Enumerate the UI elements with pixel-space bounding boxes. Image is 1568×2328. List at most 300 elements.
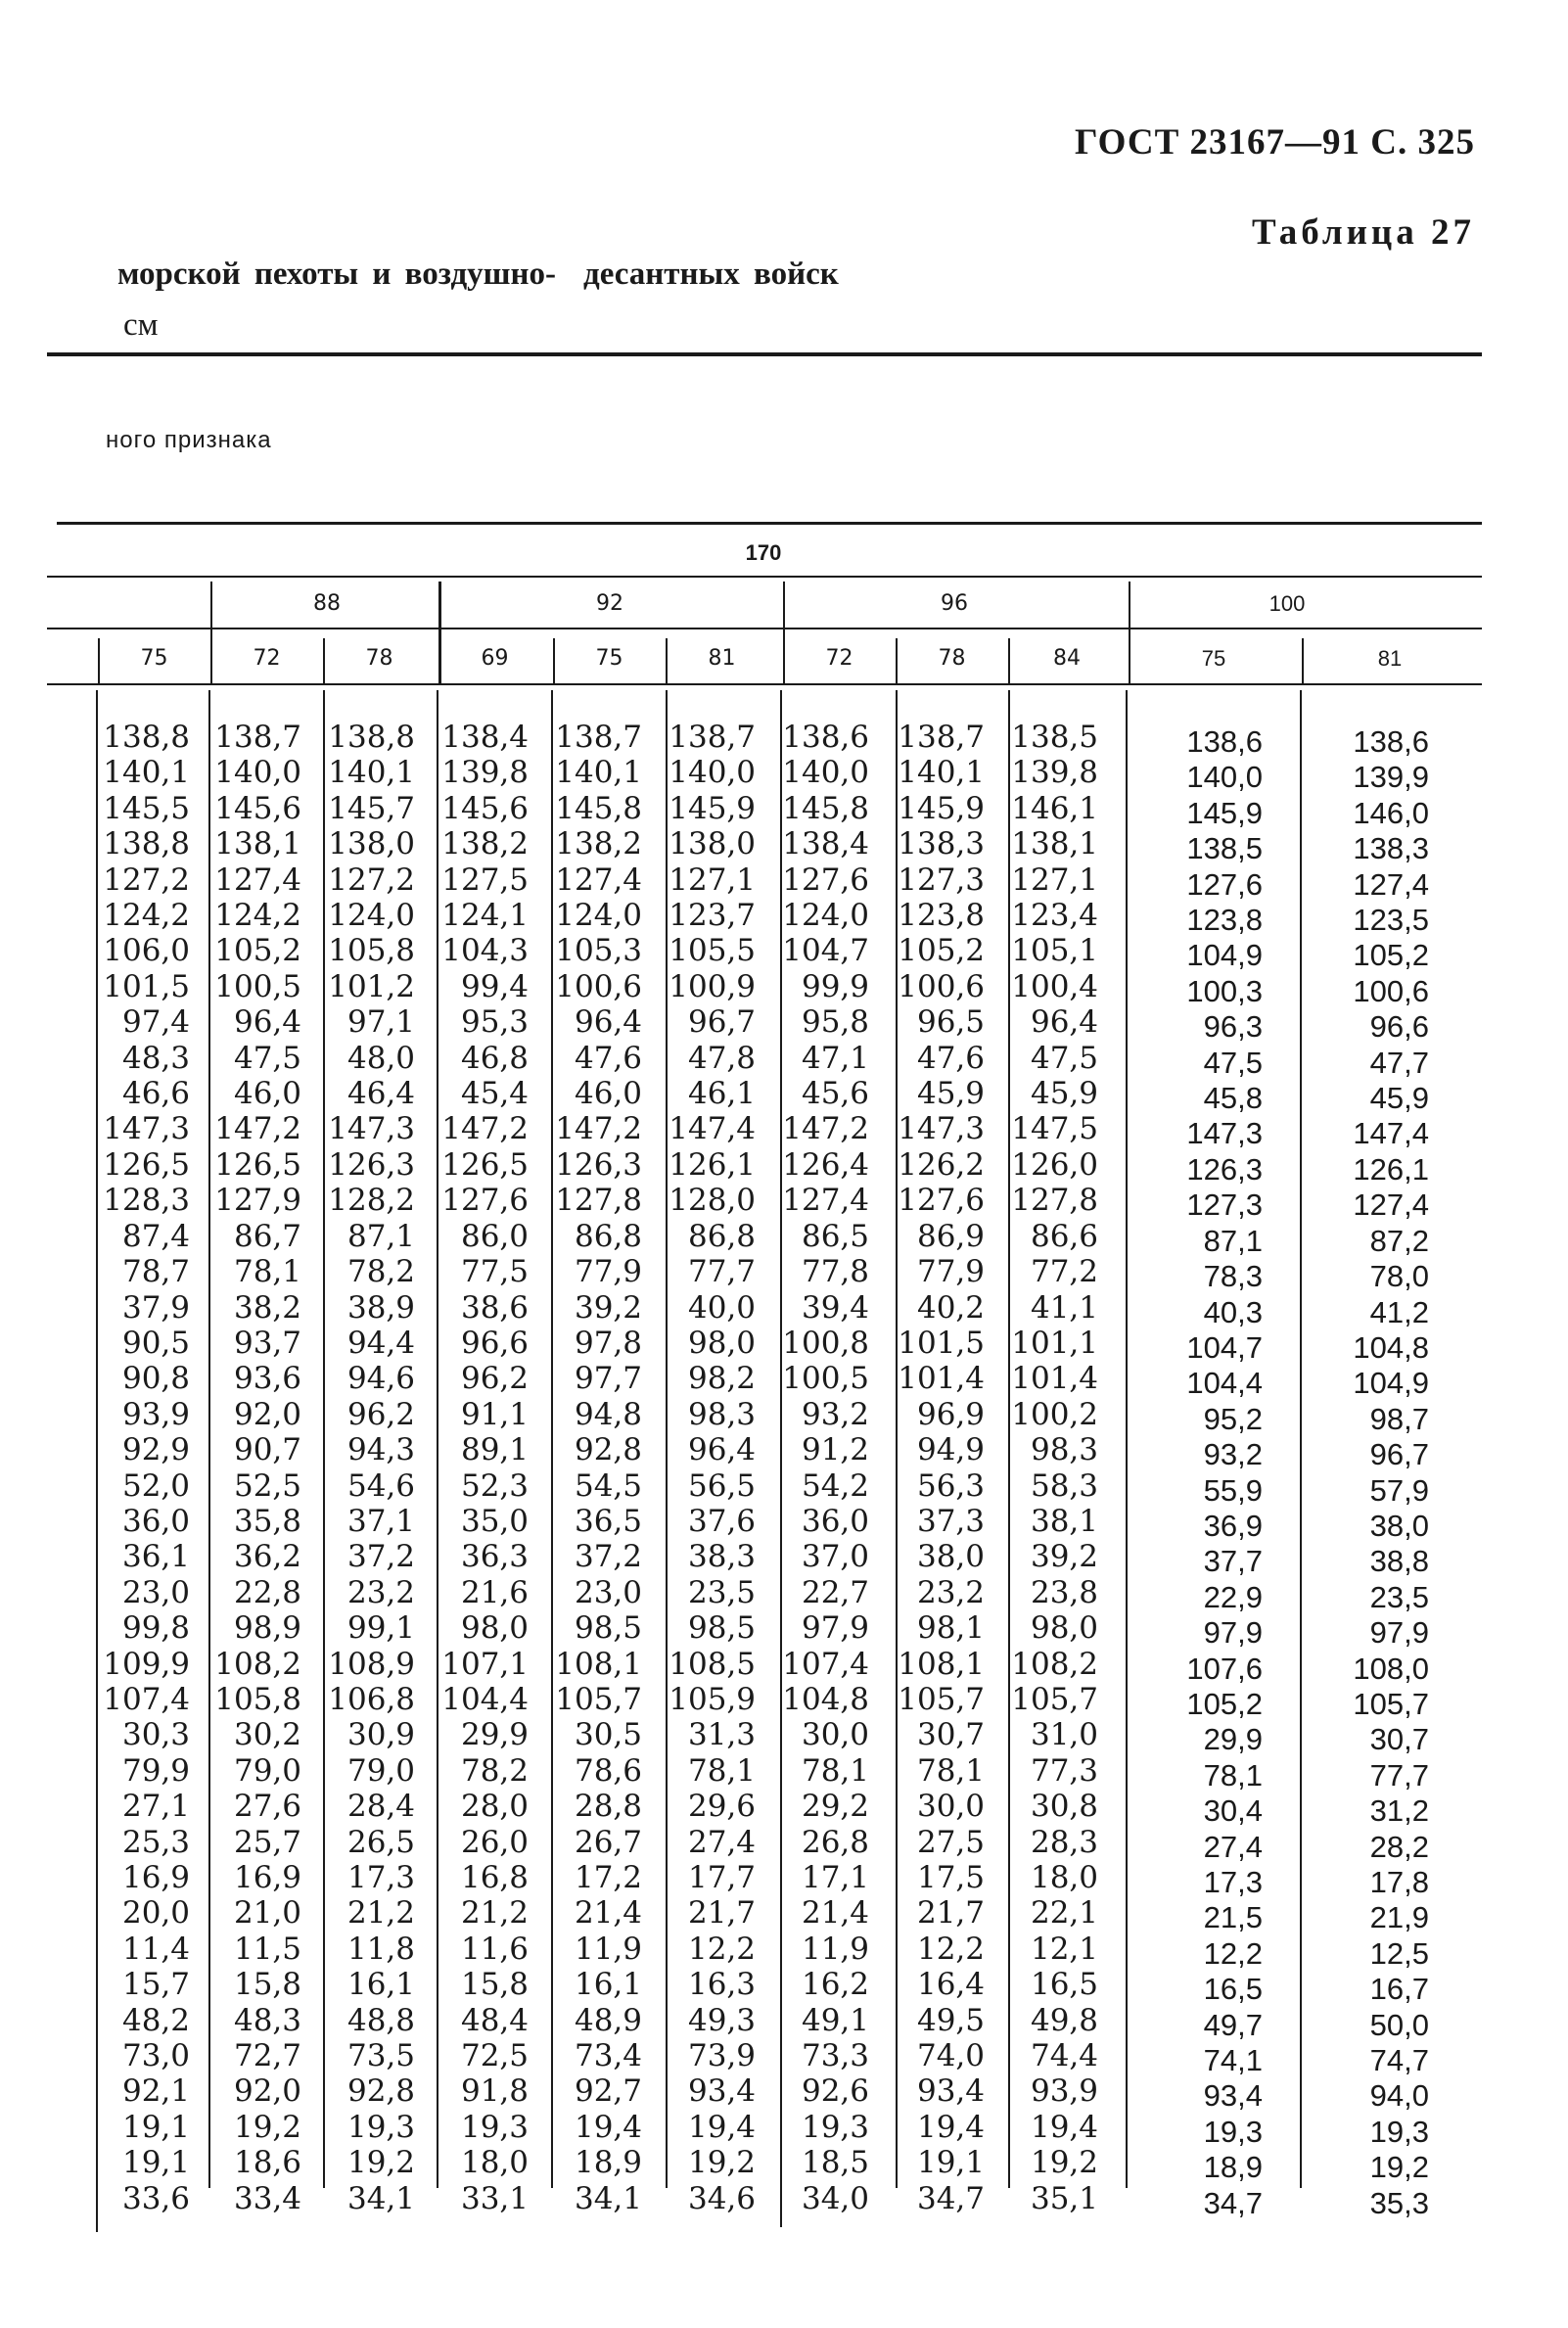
table-cell: 98,3 <box>1030 1432 1098 1468</box>
table-cell: 140,0 <box>669 755 756 791</box>
table-cell: 22,9 <box>1203 1579 1263 1614</box>
table-cell: 21,2 <box>346 1895 415 1932</box>
table-cell: 47,5 <box>1030 1040 1098 1076</box>
table-cell: 47,5 <box>1203 1045 1263 1080</box>
table-cell: 21,4 <box>801 1895 869 1932</box>
table-cell: 21,0 <box>233 1895 301 1932</box>
table-cell: 31,3 <box>687 1717 756 1753</box>
table-cell: 127,6 <box>898 1183 985 1219</box>
table-cell: 138,6 <box>1186 724 1263 759</box>
table-cell: 104,8 <box>782 1681 869 1717</box>
table-cell: 139,8 <box>441 755 529 791</box>
table-cell: 21,2 <box>460 1895 529 1932</box>
table-cell: 11,9 <box>574 1931 642 1967</box>
table-cell: 138,8 <box>103 720 190 755</box>
table-cell: 101,1 <box>1011 1325 1098 1361</box>
table-cell: 19,1 <box>916 2145 985 2181</box>
table-cell: 16,9 <box>121 1860 190 1895</box>
table-cell: 48,3 <box>233 2002 301 2038</box>
table-cell: 73,9 <box>687 2038 756 2074</box>
table-cell: 49,7 <box>1203 2007 1263 2042</box>
table-cell: 37,2 <box>574 1539 642 1575</box>
table-cell: 126,3 <box>328 1146 415 1183</box>
table-cell: 22,1 <box>1030 1895 1098 1932</box>
table-cell: 127,8 <box>1011 1183 1098 1219</box>
table-cell: 93,4 <box>687 2073 756 2110</box>
table-cell: 94,4 <box>346 1325 415 1361</box>
table-cell: 16,5 <box>1030 1967 1098 2003</box>
table-cell: 37,0 <box>801 1539 869 1575</box>
table-cell: 35,0 <box>460 1503 529 1539</box>
vsep-h3 <box>323 638 325 683</box>
table-cell: 138,7 <box>898 720 985 755</box>
table-column-10 <box>1126 724 1263 2221</box>
table-cell: 19,1 <box>121 2109 190 2145</box>
table-cell: 35,8 <box>233 1503 301 1539</box>
table-cell: 87,1 <box>1203 1223 1263 1258</box>
table-cell: 138,4 <box>441 720 529 755</box>
table-cell: 104,4 <box>441 1681 529 1717</box>
table-cell: 45,6 <box>801 1076 869 1112</box>
table-cell: 11,5 <box>233 1931 301 1967</box>
table-cell: 98,0 <box>460 1610 529 1647</box>
table-cell: 27,4 <box>687 1824 756 1860</box>
waist-header-6: 81 <box>708 646 736 671</box>
table-cell: 93,7 <box>233 1325 301 1361</box>
table-cell: 16,2 <box>801 1967 869 2003</box>
table-cell: 86,5 <box>801 1218 869 1254</box>
chest-group-100: 100 <box>1268 591 1306 616</box>
table-cell: 16,7 <box>1369 1972 1429 2007</box>
table-cell: 100,6 <box>555 968 642 1004</box>
table-cell: 96,7 <box>1369 1437 1429 1472</box>
table-cell: 30,8 <box>1030 1789 1098 1825</box>
table-column-6 <box>648 720 756 2216</box>
table-cell: 12,2 <box>1203 1935 1263 1971</box>
table-cell: 127,8 <box>555 1183 642 1219</box>
table-cell: 89,1 <box>460 1432 529 1468</box>
table-cell: 138,8 <box>328 720 415 755</box>
table-cell: 86,6 <box>1030 1218 1098 1254</box>
table-cell: 48,8 <box>346 2002 415 2038</box>
table-cell: 127,4 <box>555 861 642 898</box>
table-cell: 97,9 <box>801 1610 869 1647</box>
table-cell: 105,2 <box>1353 938 1429 973</box>
table-cell: 54,5 <box>574 1467 642 1504</box>
table-cell: 49,5 <box>916 2002 985 2038</box>
waist-header-2: 72 <box>253 646 281 671</box>
table-cell: 97,4 <box>121 1004 190 1041</box>
table-cell: 104,7 <box>1186 1329 1263 1365</box>
table-cell: 30,2 <box>233 1717 301 1753</box>
table-cell: 18,0 <box>1030 1860 1098 1895</box>
table-cell: 34,7 <box>1203 2185 1263 2220</box>
table-cell: 97,9 <box>1369 1615 1429 1651</box>
table-cell: 48,9 <box>574 2002 642 2038</box>
table-cell: 127,3 <box>898 861 985 898</box>
table-cell: 79,9 <box>121 1752 190 1789</box>
table-cell: 126,3 <box>1186 1151 1263 1187</box>
table-cell: 97,8 <box>574 1325 642 1361</box>
table-cell: 98,3 <box>687 1396 756 1432</box>
table-cell: 123,5 <box>1353 903 1429 938</box>
vsep-h1 <box>98 638 100 683</box>
table-cell: 96,3 <box>1203 1009 1263 1045</box>
table-cell: 101,4 <box>898 1361 985 1397</box>
table-cell: 25,3 <box>121 1824 190 1860</box>
table-cell: 46,6 <box>121 1076 190 1112</box>
table-cell: 19,2 <box>1030 2145 1098 2181</box>
table-cell: 77,7 <box>1369 1757 1429 1793</box>
table-cell: 34,6 <box>687 2180 756 2216</box>
table-cell: 138,7 <box>555 720 642 755</box>
table-cell: 21,7 <box>687 1895 756 1932</box>
table-cell: 52,3 <box>460 1467 529 1504</box>
table-cell: 145,9 <box>898 790 985 826</box>
table-column-3 <box>307 720 415 2216</box>
table-cell: 29,2 <box>801 1789 869 1825</box>
table-cell: 93,9 <box>1030 2073 1098 2110</box>
table-cell: 96,4 <box>233 1004 301 1041</box>
units-label: см <box>123 307 159 343</box>
table-cell: 25,7 <box>233 1824 301 1860</box>
table-cell: 106,8 <box>328 1681 415 1717</box>
table-cell: 127,4 <box>782 1183 869 1219</box>
table-cell: 127,6 <box>1186 866 1263 902</box>
table-cell: 37,6 <box>687 1503 756 1539</box>
table-cell: 19,3 <box>1203 2114 1263 2149</box>
table-cell: 34,1 <box>346 2180 415 2216</box>
table-cell: 147,5 <box>1011 1111 1098 1147</box>
vsep-h9 <box>1008 638 1010 683</box>
table-cell: 37,2 <box>346 1539 415 1575</box>
table-cell: 11,4 <box>121 1931 190 1967</box>
table-cell: 108,1 <box>898 1646 985 1682</box>
table-cell: 92,0 <box>233 2073 301 2110</box>
table-cell: 77,2 <box>1030 1254 1098 1290</box>
table-cell: 101,5 <box>103 968 190 1004</box>
table-cell: 108,2 <box>1011 1646 1098 1682</box>
table-cell: 92,8 <box>346 2073 415 2110</box>
feature-label: ного признака <box>106 427 272 453</box>
table-cell: 21,6 <box>460 1574 529 1610</box>
table-cell: 19,4 <box>916 2109 985 2145</box>
table-cell: 146,0 <box>1353 795 1429 830</box>
table-cell: 78,6 <box>574 1752 642 1789</box>
table-cell: 127,4 <box>214 861 301 898</box>
table-cell: 86,0 <box>460 1218 529 1254</box>
table-cell: 16,5 <box>1203 1972 1263 2007</box>
table-column-9 <box>991 720 1098 2216</box>
table-cell: 26,8 <box>801 1824 869 1860</box>
table-cell: 78,1 <box>801 1752 869 1789</box>
table-cell: 98,5 <box>574 1610 642 1647</box>
table-cell: 93,2 <box>801 1396 869 1432</box>
table-cell: 108,0 <box>1353 1651 1429 1686</box>
table-cell: 126,5 <box>441 1146 529 1183</box>
table-cell: 100,2 <box>1011 1396 1098 1432</box>
table-cell: 91,1 <box>460 1396 529 1432</box>
table-cell: 55,9 <box>1203 1472 1263 1508</box>
table-cell: 46,4 <box>346 1076 415 1112</box>
table-cell: 19,2 <box>233 2109 301 2145</box>
table-cell: 99,9 <box>801 968 869 1004</box>
table-cell: 30,9 <box>346 1717 415 1753</box>
vsep-h5 <box>553 638 555 683</box>
table-cell: 49,1 <box>801 2002 869 2038</box>
table-cell: 138,0 <box>328 826 415 862</box>
table-cell: 87,1 <box>346 1218 415 1254</box>
table-cell: 39,2 <box>1030 1539 1098 1575</box>
table-cell: 23,2 <box>346 1574 415 1610</box>
table-cell: 97,9 <box>1203 1615 1263 1651</box>
table-cell: 101,2 <box>328 968 415 1004</box>
table-cell: 126,5 <box>214 1146 301 1183</box>
table-cell: 54,2 <box>801 1467 869 1504</box>
table-cell: 19,4 <box>574 2109 642 2145</box>
table-cell: 28,0 <box>460 1789 529 1825</box>
table-cell: 94,6 <box>346 1361 415 1397</box>
table-cell: 36,0 <box>121 1503 190 1539</box>
waist-header-9: 84 <box>1053 646 1081 671</box>
table-cell: 40,2 <box>916 1289 985 1326</box>
table-cell: 128,3 <box>103 1183 190 1219</box>
table-cell: 57,9 <box>1369 1472 1429 1508</box>
table-cell: 79,0 <box>346 1752 415 1789</box>
table-cell: 29,9 <box>1203 1722 1263 1757</box>
vsep-88-left <box>210 582 212 683</box>
table-cell: 94,0 <box>1369 2078 1429 2114</box>
table-cell: 17,5 <box>916 1860 985 1895</box>
waist-header-1: 75 <box>140 646 168 671</box>
table-cell: 126,4 <box>782 1146 869 1183</box>
table-cell: 123,8 <box>898 898 985 934</box>
table-cell: 107,4 <box>782 1646 869 1682</box>
table-cell: 72,5 <box>460 2038 529 2074</box>
table-cell: 36,9 <box>1203 1508 1263 1543</box>
table-cell: 104,9 <box>1353 1366 1429 1401</box>
table-cell: 138,3 <box>1353 831 1429 866</box>
table-cell: 147,3 <box>1186 1116 1263 1151</box>
table-cell: 100,9 <box>669 968 756 1004</box>
table-cell: 21,7 <box>916 1895 985 1932</box>
table-cell: 104,4 <box>1186 1366 1263 1401</box>
chest-group-96: 96 <box>941 591 968 616</box>
table-cell: 140,1 <box>898 755 985 791</box>
table-cell: 12,5 <box>1369 1935 1429 1971</box>
table-cell: 18,9 <box>1203 2150 1263 2185</box>
table-cell: 93,6 <box>233 1361 301 1397</box>
table-cell: 47,6 <box>916 1040 985 1076</box>
table-cell: 19,2 <box>346 2145 415 2181</box>
table-cell: 49,3 <box>687 2002 756 2038</box>
table-cell: 77,3 <box>1030 1752 1098 1789</box>
table-cell: 78,1 <box>1203 1757 1263 1793</box>
table-cell: 11,8 <box>346 1931 415 1967</box>
table-cell: 108,5 <box>669 1646 756 1682</box>
table-cell: 18,5 <box>801 2145 869 2181</box>
table-cell: 78,1 <box>687 1752 756 1789</box>
table-cell: 16,9 <box>233 1860 301 1895</box>
table-cell: 99,4 <box>460 968 529 1004</box>
table-cell: 18,6 <box>233 2145 301 2181</box>
table-cell: 27,4 <box>1203 1829 1263 1864</box>
table-cell: 126,3 <box>555 1146 642 1183</box>
table-cell: 73,4 <box>574 2038 642 2074</box>
waist-header-3: 78 <box>365 646 393 671</box>
table-cell: 46,0 <box>233 1076 301 1112</box>
table-cell: 28,3 <box>1030 1824 1098 1860</box>
table-cell: 127,4 <box>1353 866 1429 902</box>
table-cell: 23,0 <box>574 1574 642 1610</box>
table-cell: 95,2 <box>1203 1401 1263 1436</box>
table-cell: 45,4 <box>460 1076 529 1112</box>
table-cell: 127,1 <box>669 861 756 898</box>
table-cell: 37,3 <box>916 1503 985 1539</box>
table-cell: 46,8 <box>460 1040 529 1076</box>
table-cell: 107,6 <box>1186 1651 1263 1686</box>
height-header: 170 <box>745 540 782 565</box>
table-cell: 93,9 <box>121 1396 190 1432</box>
table-cell: 96,7 <box>687 1004 756 1041</box>
table-cell: 98,5 <box>687 1610 756 1647</box>
waist-header-10: 75 <box>1201 646 1226 671</box>
table-cell: 93,2 <box>1203 1437 1263 1472</box>
table-cell: 38,2 <box>233 1289 301 1326</box>
table-cell: 94,8 <box>574 1396 642 1432</box>
table-cell: 104,9 <box>1186 938 1263 973</box>
table-cell: 105,8 <box>214 1681 301 1717</box>
table-cell: 73,0 <box>121 2038 190 2074</box>
table-cell: 30,3 <box>121 1717 190 1753</box>
table-cell: 92,6 <box>801 2073 869 2110</box>
table-cell: 38,9 <box>346 1289 415 1326</box>
table-column-5 <box>534 720 642 2216</box>
table-cell: 98,0 <box>687 1325 756 1361</box>
vsep-92-left <box>438 582 441 683</box>
table-cell: 108,9 <box>328 1646 415 1682</box>
table-cell: 37,1 <box>346 1503 415 1539</box>
table-cell: 52,0 <box>121 1467 190 1504</box>
table-cell: 139,8 <box>1011 755 1098 791</box>
table-cell: 87,4 <box>121 1218 190 1254</box>
waist-header-11: 81 <box>1377 646 1403 671</box>
table-cell: 48,3 <box>121 1040 190 1076</box>
table-cell: 19,4 <box>1030 2109 1098 2145</box>
table-cell: 95,8 <box>801 1004 869 1041</box>
table-cell: 98,7 <box>1369 1401 1429 1436</box>
table-column-2 <box>194 720 301 2216</box>
table-cell: 16,8 <box>460 1860 529 1895</box>
table-cell: 126,1 <box>1353 1151 1429 1187</box>
table-cell: 138,1 <box>214 826 301 862</box>
table-cell: 140,1 <box>103 755 190 791</box>
table-cell: 12,1 <box>1030 1931 1098 1967</box>
table-cell: 19,3 <box>346 2109 415 2145</box>
table-number: Таблица 27 <box>1252 212 1475 253</box>
table-cell: 95,3 <box>460 1004 529 1041</box>
table-cell: 77,5 <box>460 1254 529 1290</box>
table-cell: 45,9 <box>1030 1076 1098 1112</box>
table-cell: 124,1 <box>441 898 529 934</box>
table-cell: 34,1 <box>574 2180 642 2216</box>
table-cell: 147,3 <box>328 1111 415 1147</box>
table-cell: 105,8 <box>328 933 415 969</box>
table-cell: 138,7 <box>214 720 301 755</box>
table-cell: 38,8 <box>1369 1544 1429 1579</box>
table-cell: 77,8 <box>801 1254 869 1290</box>
table-cell: 48,4 <box>460 2002 529 2038</box>
table-cell: 99,8 <box>121 1610 190 1647</box>
table-cell: 145,9 <box>1186 795 1263 830</box>
table-cell: 23,5 <box>1369 1579 1429 1614</box>
table-cell: 48,2 <box>121 2002 190 2038</box>
table-cell: 31,0 <box>1030 1717 1098 1753</box>
table-cell: 38,0 <box>916 1539 985 1575</box>
table-cell: 23,5 <box>687 1574 756 1610</box>
table-cell: 38,0 <box>1369 1508 1429 1543</box>
table-cell: 26,0 <box>460 1824 529 1860</box>
table-cell: 90,7 <box>233 1432 301 1468</box>
table-cell: 107,4 <box>103 1681 190 1717</box>
table-cell: 28,8 <box>574 1789 642 1825</box>
table-cell: 21,9 <box>1369 1900 1429 1935</box>
table-cell: 145,7 <box>328 790 415 826</box>
table-cell: 74,7 <box>1369 2043 1429 2078</box>
table-cell: 56,3 <box>916 1467 985 1504</box>
table-cell: 86,7 <box>233 1218 301 1254</box>
table-cell: 93,4 <box>1203 2078 1263 2114</box>
table-cell: 56,5 <box>687 1467 756 1504</box>
table-cell: 34,0 <box>801 2180 869 2216</box>
table-cell: 11,9 <box>801 1931 869 1967</box>
table-cell: 45,9 <box>1369 1081 1429 1116</box>
table-cell: 127,3 <box>1186 1187 1263 1223</box>
table-cell: 74,0 <box>916 2038 985 2074</box>
table-cell: 19,3 <box>1369 2114 1429 2149</box>
table-cell: 127,6 <box>441 1183 529 1219</box>
table-cell: 33,6 <box>121 2180 190 2216</box>
table-cell: 74,4 <box>1030 2038 1098 2074</box>
table-cell: 138,3 <box>898 826 985 862</box>
table-cell: 18,0 <box>460 2145 529 2181</box>
table-cell: 138,6 <box>1353 724 1429 759</box>
chest-group-92: 92 <box>596 591 623 616</box>
vsep-h6 <box>666 638 668 683</box>
table-cell: 104,7 <box>782 933 869 969</box>
table-cell: 145,6 <box>214 790 301 826</box>
table-cell: 30,0 <box>801 1717 869 1753</box>
table-cell: 100,4 <box>1011 968 1098 1004</box>
table-cell: 37,7 <box>1203 1544 1263 1579</box>
table-cell: 98,2 <box>687 1361 756 1397</box>
table-cell: 34,7 <box>916 2180 985 2216</box>
table-cell: 138,2 <box>441 826 529 862</box>
table-cell: 92,0 <box>233 1396 301 1432</box>
table-cell: 98,1 <box>916 1610 985 1647</box>
table-cell: 127,2 <box>328 861 415 898</box>
table-cell: 23,8 <box>1030 1574 1098 1610</box>
table-cell: 19,3 <box>801 2109 869 2145</box>
table-cell: 124,2 <box>103 898 190 934</box>
table-cell: 27,5 <box>916 1824 985 1860</box>
table-cell: 17,3 <box>346 1860 415 1895</box>
vsep-100-left <box>1129 582 1130 683</box>
table-cell: 105,5 <box>669 933 756 969</box>
table-cell: 97,1 <box>346 1004 415 1041</box>
header-divider-1 <box>47 576 1482 578</box>
table-cell: 45,8 <box>1203 1081 1263 1116</box>
